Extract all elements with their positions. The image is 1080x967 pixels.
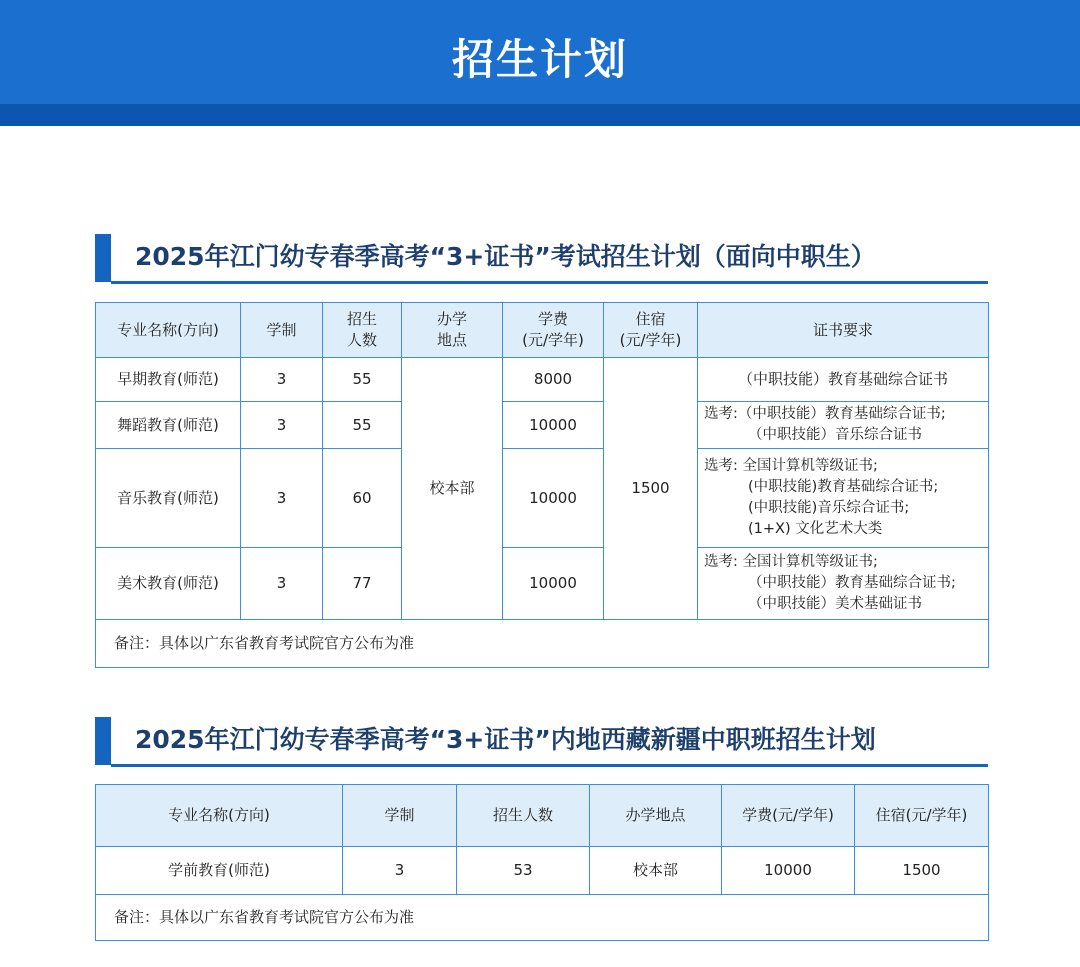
cert-line: 选考: 全国计算机等级证书; [704, 458, 878, 474]
header-dorm-line1: 住宿 [635, 310, 666, 328]
header-enroll-line2: 人数 [346, 331, 377, 349]
enroll-cell: 60 [323, 449, 402, 548]
cert-cell [698, 449, 989, 548]
header-dorm: 住宿(元/学年) [855, 785, 989, 847]
section2-heading [95, 717, 988, 767]
enroll-cell: 53 [457, 847, 590, 895]
cert-line: 选考:（中职技能）教育基础综合证书; [704, 406, 946, 422]
table-row [96, 548, 989, 620]
location-cell: 校本部 [402, 358, 503, 620]
cert-line: （中职技能）教育基础综合证书; [748, 575, 956, 591]
header-dorm [604, 303, 698, 358]
header-tuition [503, 303, 604, 358]
tuition-cell: 10000 [722, 847, 855, 895]
cert-cell [698, 358, 989, 402]
enroll-cell: 77 [323, 548, 402, 620]
section2-heading-underline [111, 764, 988, 767]
note-row [96, 620, 989, 668]
table-row [96, 402, 989, 449]
header-major: 专业名称(方向) [96, 303, 241, 358]
dorm-cell: 1500 [604, 358, 698, 620]
table-row [96, 449, 989, 548]
header-major: 专业名称(方向) [96, 785, 343, 847]
cert-cell [698, 548, 989, 620]
cert-cell [698, 402, 989, 449]
header-tuition-line2: (元/学年) [522, 331, 584, 349]
years-cell: 3 [241, 449, 323, 548]
header-location-line1: 办学 [436, 310, 467, 328]
cert-line: (1+X) 文化艺术大类 [748, 521, 883, 537]
header-dorm-line2: (元/学年) [619, 331, 682, 349]
cert-line: (中职技能)教育基础综合证书; [748, 479, 939, 495]
major-cell: 早期教育(师范) [96, 358, 241, 402]
section1-header-row [96, 303, 989, 358]
tuition-cell: 10000 [503, 548, 604, 620]
major-cell: 音乐教育(师范) [96, 449, 241, 548]
section1-heading-underline [111, 281, 988, 284]
page-title: 招生计划 [451, 35, 628, 84]
header-location [402, 303, 503, 358]
years-cell: 3 [241, 548, 323, 620]
section1-heading [95, 234, 988, 284]
section2-header-row [96, 785, 989, 847]
banner-strip [0, 104, 1080, 126]
major-cell: 美术教育(师范) [96, 548, 241, 620]
header-tuition-line1: 学费 [537, 310, 568, 328]
tuition-cell: 8000 [503, 358, 604, 402]
header-cert: 证书要求 [698, 303, 989, 358]
section1-table [95, 302, 989, 668]
cert-line: （中职技能）音乐综合证书 [748, 427, 922, 443]
tuition-cell: 10000 [503, 402, 604, 449]
enroll-cell: 55 [323, 402, 402, 449]
section2-heading-text: 2025年江门幼专春季高考“3+证书”内地西藏新疆中职班招生计划 [135, 725, 876, 754]
table-row [96, 358, 989, 402]
enroll-cell: 55 [323, 358, 402, 402]
years-cell: 3 [241, 358, 323, 402]
header-years: 学制 [241, 303, 323, 358]
cert-line: 选考: 全国计算机等级证书; [704, 554, 878, 570]
section2-table [95, 784, 989, 941]
major-cell: 学前教育(师范) [96, 847, 343, 895]
note-text: 备注：具体以广东省教育考试院官方公布为准 [96, 620, 989, 668]
dorm-cell: 1500 [855, 847, 989, 895]
header-enroll-line1: 招生 [346, 310, 377, 328]
header-location-line2: 地点 [436, 331, 467, 349]
years-cell: 3 [241, 402, 323, 449]
header-enroll [323, 303, 402, 358]
note-row [96, 895, 989, 941]
section2-heading-bar [95, 717, 111, 765]
header-years: 学制 [343, 785, 457, 847]
tuition-cell: 10000 [503, 449, 604, 548]
section1-heading-bar [95, 234, 111, 282]
header-enroll: 招生人数 [457, 785, 590, 847]
header-location: 办学地点 [590, 785, 722, 847]
table-row [96, 847, 989, 895]
cert-line: （中职技能）教育基础综合证书 [737, 370, 948, 388]
cert-line: （中职技能）美术基础证书 [748, 596, 922, 612]
header-tuition: 学费(元/学年) [722, 785, 855, 847]
major-cell: 舞蹈教育(师范) [96, 402, 241, 449]
location-cell: 校本部 [590, 847, 722, 895]
years-cell: 3 [343, 847, 457, 895]
section1-heading-text: 2025年江门幼专春季高考“3+证书”考试招生计划（面向中职生） [135, 242, 876, 271]
cert-line: (中职技能)音乐综合证书; [748, 500, 910, 516]
note-text: 备注：具体以广东省教育考试院官方公布为准 [96, 895, 989, 941]
